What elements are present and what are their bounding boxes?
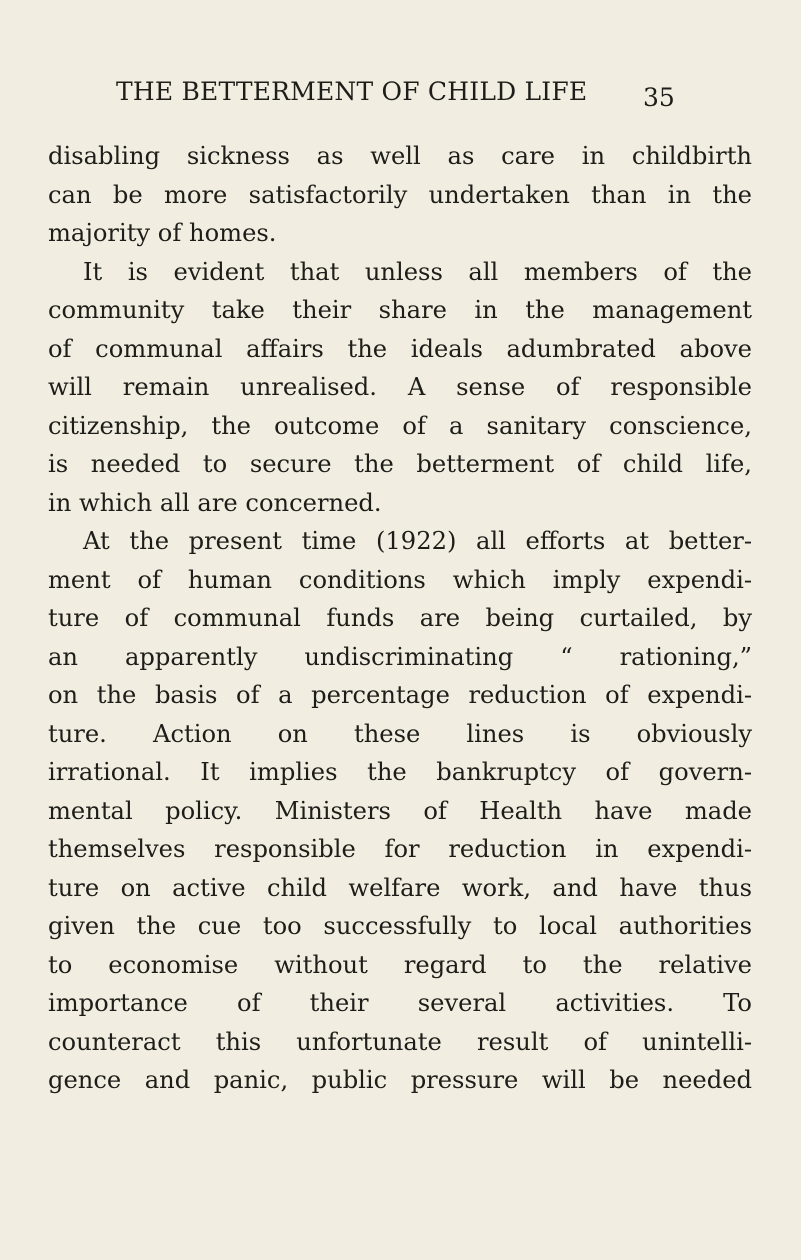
text-line: ture of communal funds are being curtailed, by [48,604,752,632]
body-text [48,137,752,1100]
text-line: in which all are concerned. [48,488,382,517]
text-line: counteract this unfortunate result of unintelli- [48,1027,752,1056]
text-line: on the basis of a percentage reduction of expendi- [48,681,752,709]
text-line: can be more satisfactorily undertaken than in the [48,180,752,209]
running-title: THE BETTERMENT OF CHILD LIFE [116,77,588,106]
text-line: of communal affairs the ideals adumbrated above [48,334,752,363]
text-line: ture. Action on these lines is obviously [48,719,752,748]
text-line: is needed to secure the betterment of child life, [48,450,752,478]
text-line: an apparently undiscriminating “ rationing,” [48,642,752,671]
text-line: mental policy. Ministers of Health have made [48,796,752,825]
text-line: given the cue too successfully to local authorities [48,912,752,940]
text-line: importance of their several activities. To [48,989,752,1017]
text-line: will remain unrealised. A sense of responsible [48,373,752,401]
text-line: citizenship, the outcome of a sanitary conscience, [48,411,752,440]
text-line: At the present time (1922) all efforts at better- [83,527,752,555]
running-head [116,77,716,113]
text-line: gence and panic, public pressure will be needed [48,1066,752,1094]
text-line: themselves responsible for reduction in expendi- [48,835,752,863]
text-line: to economise without regard to the relative [48,950,752,979]
page-number: 35 [643,83,675,112]
text-line: It is evident that unless all members of the [83,257,752,286]
text-line: disabling sickness as well as care in childbirth [48,142,752,170]
text-line: irrational. It implies the bankruptcy of govern- [48,758,752,786]
text-line: majority of homes. [48,219,277,247]
text-line: ture on active child welfare work, and have thus [48,873,752,902]
text-line: community take their share in the management [48,296,752,324]
text-line: ment of human conditions which imply expendi- [48,565,752,594]
